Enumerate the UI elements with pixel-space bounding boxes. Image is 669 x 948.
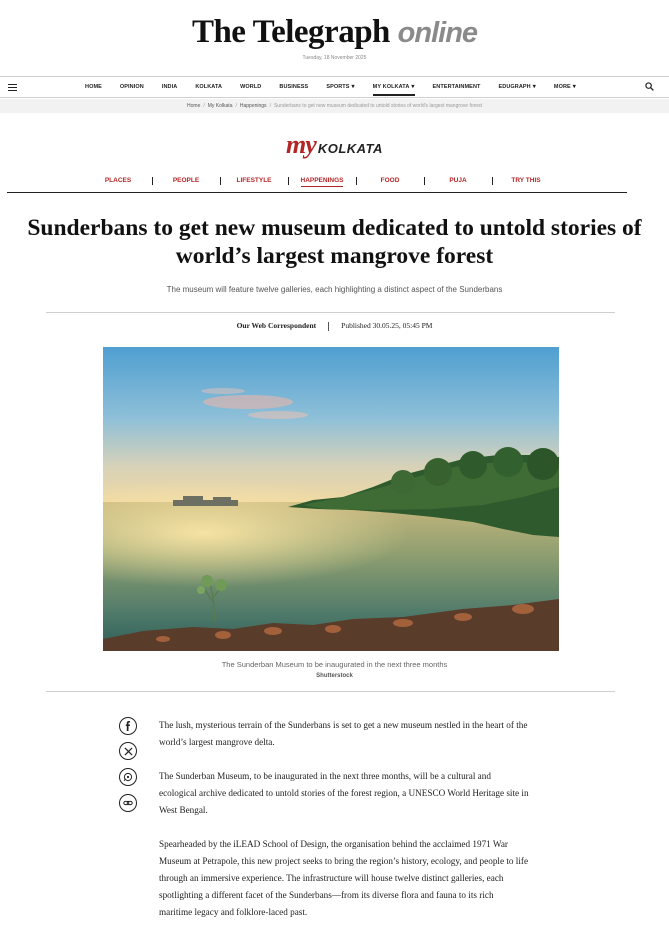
article-headline: Sunderbans to get new museum dedicated to untold stories of world’s largest mangrove forest <box>27 215 642 269</box>
site-logo[interactable] <box>0 12 669 53</box>
nav-item-sports[interactable]: SPORTS ▾ <box>326 84 355 90</box>
breadcrumb-my-kolkata[interactable]: My Kolkata <box>207 103 233 109</box>
breadcrumb-current: Sunderbans to get new museum dedicated to untold stories of world's largest mangrove forest <box>273 103 482 109</box>
masthead <box>0 12 669 61</box>
x-icon[interactable] <box>119 742 137 760</box>
nav-item-home[interactable]: HOME <box>85 84 102 90</box>
nav-item-opinion[interactable]: OPINION <box>119 84 144 90</box>
article-paragraph: The Sunderban Museum, to be inaugurated in the next three months, will be a cultural and ecological archive dedicated to untold stories of the forest region, a UNESCO World Heritage site in West Bengal. <box>159 771 529 815</box>
divider <box>46 691 615 692</box>
byline <box>0 321 669 331</box>
subnav-food[interactable]: FOOD <box>356 174 424 188</box>
search-icon[interactable] <box>645 82 654 91</box>
chevron-down-icon: ▾ <box>351 84 355 90</box>
logo-main: The Telegraph <box>191 14 390 50</box>
subnav-happenings[interactable]: HAPPENINGS <box>288 174 356 188</box>
my-kolkata-logo[interactable] <box>0 130 669 160</box>
subnav-people[interactable]: PEOPLE <box>152 174 220 188</box>
article-paragraph: The lush, mysterious terrain of the Sunderbans is set to get a new museum nestled in the heart of the world’s largest mangrove delta. <box>159 720 528 747</box>
image-credit: Shutterstock <box>316 673 353 679</box>
author-name[interactable]: Our Web Correspondent <box>236 321 317 330</box>
copy-link-icon[interactable] <box>119 794 137 812</box>
article-paragraph: Spearheaded by the iLEAD School of Design, the organisation behind the acclaimed 1971 War Museum at Petrapole, this new project seeks to bring the region’s history, ecology, and people to life through an immersive experience. The infrastructure will house twelve distinct galleries, each spotlighting a different facet of the Sunderbans—from its diverse flora and fauna to its rich maritime legacy and folklore-laced past. <box>159 839 529 917</box>
nav-item-my-kolkata[interactable]: MY KOLKATA ▾ <box>373 77 415 97</box>
logo-my: my <box>286 130 316 159</box>
image-caption: The Sunderban Museum to be inaugurated in the next three months <box>221 660 448 669</box>
breadcrumb-home[interactable]: Home <box>187 103 201 109</box>
chevron-down-icon: ▾ <box>572 84 576 90</box>
subnav-places[interactable]: PLACES <box>104 177 132 184</box>
nav-item-more[interactable]: MORE ▾ <box>553 84 576 90</box>
logo-kolkata: KOLKATA <box>317 141 383 156</box>
facebook-icon[interactable] <box>119 717 137 735</box>
whatsapp-icon[interactable] <box>119 768 137 786</box>
nav-item-india[interactable]: INDIA <box>161 84 178 90</box>
subnav-try-this[interactable]: TRY THIS <box>492 174 560 188</box>
subnav-lifestyle[interactable]: LIFESTYLE <box>220 174 288 188</box>
nav-item-entertainment[interactable]: ENTERTAINMENT <box>432 84 481 90</box>
published-date: Published 30.05.25, 05:45 PM <box>341 321 433 330</box>
chevron-down-icon: ▾ <box>532 84 536 90</box>
nav-item-world[interactable]: WORLD <box>240 84 262 90</box>
logo-online: online <box>397 17 478 49</box>
chevron-down-icon: ▾ <box>411 84 415 90</box>
nav-item-edugraph[interactable]: EDUGRAPH ▾ <box>498 84 536 90</box>
breadcrumb: Home / My Kolkata / Happenings / Sunderbans to get new museum dedicated to untold stories of world's largest mangrove forest <box>0 99 669 113</box>
section-divider <box>7 192 627 193</box>
main-nav <box>0 76 669 98</box>
nav-items <box>85 77 594 97</box>
breadcrumb-happenings[interactable]: Happenings <box>239 103 267 109</box>
byline-separator <box>328 322 329 331</box>
hamburger-menu-icon[interactable] <box>8 84 17 91</box>
subnav-puja[interactable]: PUJA <box>424 174 492 188</box>
hero-image <box>103 347 559 651</box>
article-body <box>159 717 529 938</box>
nav-item-business[interactable]: BUSINESS <box>279 84 309 90</box>
section-subnav <box>84 174 564 188</box>
divider <box>46 312 615 313</box>
nav-item-kolkata[interactable]: KOLKATA <box>195 84 223 90</box>
edition-date: Tuesday, 18 November 2025 <box>302 55 367 61</box>
article-standfirst: The museum will feature twelve galleries, each highlighting a distinct aspect of the Sunderbans <box>166 285 503 294</box>
